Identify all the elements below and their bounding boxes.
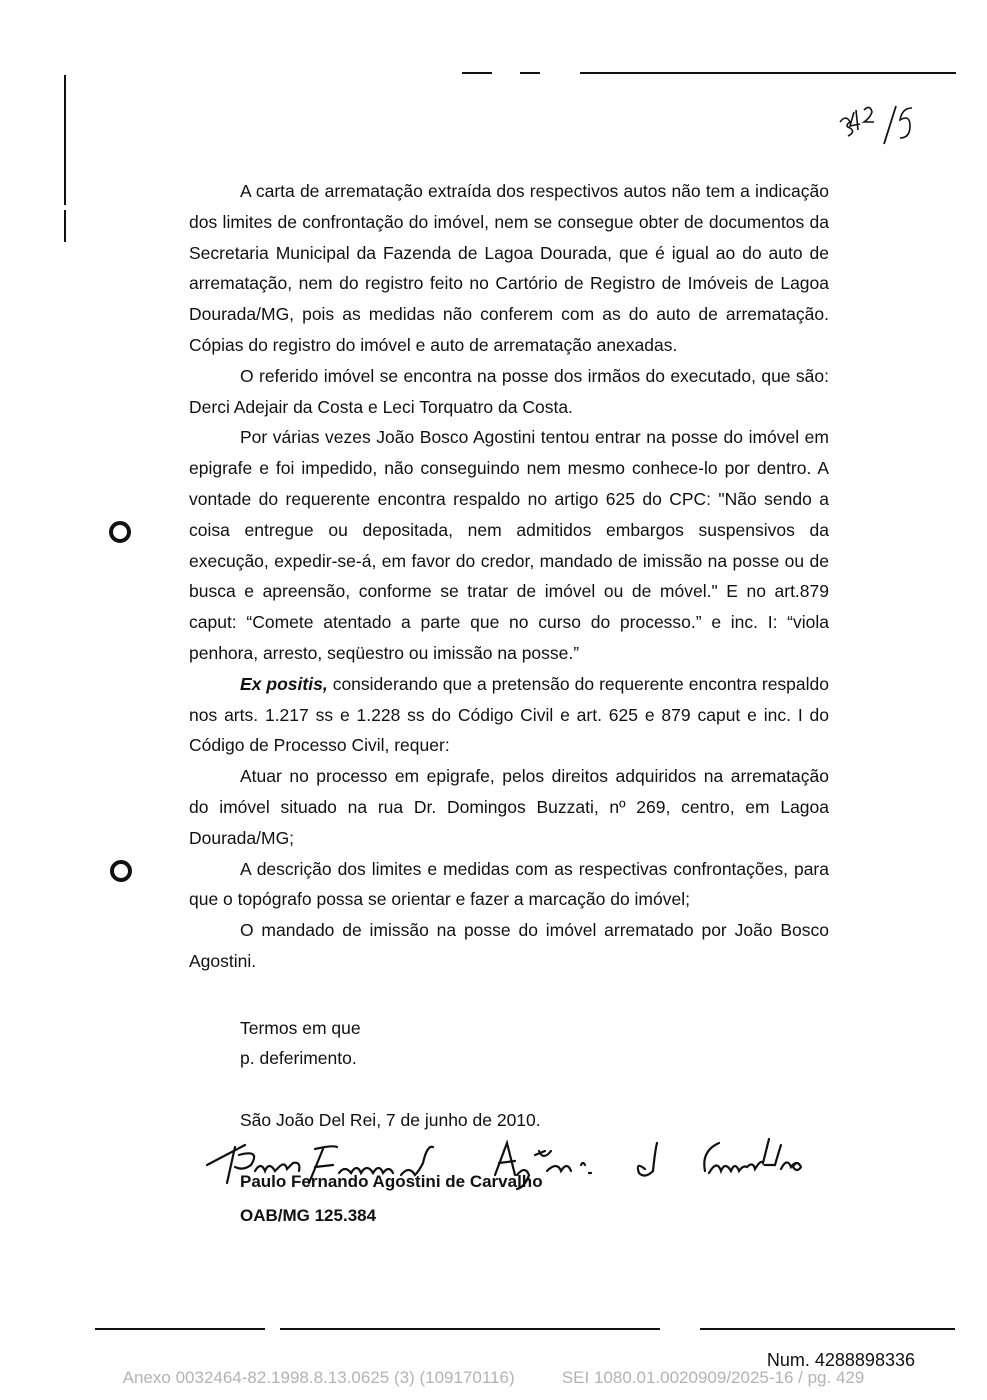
petition-body (189, 176, 829, 977)
ex-positis-text: considerando que a pretensão do requerente encontra respaldo nos arts. 1.217 ss e 1.228 ss do Código Civil e art. 625 e 879 caput e inc. I do Código de Processo Civil, requer: (189, 673, 829, 756)
top-rule-segment (520, 72, 540, 74)
paragraph: A carta de arrematação extraída dos respectivos autos não tem a indicação dos limites de confrontação do imóvel, nem se consegue obter de documentos da Secretaria Municipal da Fazenda de Lagoa Dourada, que é igual ao do auto de arrematação, nem do registro feito no Cartório de Registro de Imóveis de Lagoa Dourada/MG, pois as medidas não conferem com as do auto de arrematação. Cópias do registro do imóvel e auto de arrematação anexadas. (189, 181, 829, 355)
bottom-rule (280, 1328, 660, 1330)
sei-reference: SEI 1080.01.0020909/2025-16 / pg. 429 (561, 1368, 865, 1387)
watermark-footer (0, 1368, 987, 1388)
request-item: A descrição dos limites e medidas com as respectivas confrontações, para que o topógrafo possa se orientar e fazer a marcação do imóvel; (189, 858, 829, 910)
document-number: Num. 4288898336 (766, 1350, 915, 1370)
oab-registration: OAB/MG 125.384 (240, 1206, 377, 1225)
place-date: São João Del Rei, 7 de junho de 2010. (240, 1110, 541, 1130)
paragraph: Por várias vezes João Bosco Agostini tentou entrar na posse do imóvel em epigrafe e foi impedido, não conseguindo nem mesmo conhece-lo por dentro. A vontade do requerente encontra respaldo no artigo 625 do CPC: "Não sendo a coisa entregue ou depositada, nem admitidos embargos suspensivos da execução, expedir-se-á, em favor do credor, mandado de imissão na posse ou de busca e apreensão, conforme se tratar de imóvel ou de móvel." E no art.879 caput: “Comete atentado a parte que no curso do processo.” e inc. I: “viola penhora, arresto, seqüestro ou imissão na posse.” (189, 427, 829, 663)
bottom-rule (95, 1328, 265, 1330)
request-item: Atuar no processo em epigrafe, pelos direitos adquiridos na arrematação do imóvel situado na rua Dr. Domingos Buzzati, nº 269, centro, em Lagoa Dourada/MG; (189, 766, 829, 848)
annex-reference: Anexo 0032464-82.1998.8.13.0625 (3) (109170116) (122, 1368, 515, 1387)
bottom-rule (700, 1328, 955, 1330)
top-rule-segment (462, 72, 492, 74)
ex-positis-lead: Ex positis, (240, 673, 328, 694)
closing-line-2: p. deferimento. (240, 1048, 357, 1068)
ex-positis-paragraph (189, 669, 829, 761)
request-item: O mandado de imissão na posse do imóvel arrematado por João Bosco Agostini. (189, 920, 829, 971)
punch-hole (109, 521, 131, 543)
paragraph: O referido imóvel se encontra na posse dos irmãos do executado, que são: Derci Adejair da Costa e Leci Torquatro da Costa. (189, 365, 829, 417)
top-rule (580, 72, 956, 74)
margin-line (64, 75, 66, 205)
punch-hole (110, 860, 132, 882)
closing-line-1: Termos em que (240, 1018, 361, 1038)
signatory-name: Paulo Fernando Agostini de Carvalho (240, 1172, 543, 1191)
folio-handwritten-mark (838, 100, 918, 150)
margin-line (64, 210, 66, 242)
